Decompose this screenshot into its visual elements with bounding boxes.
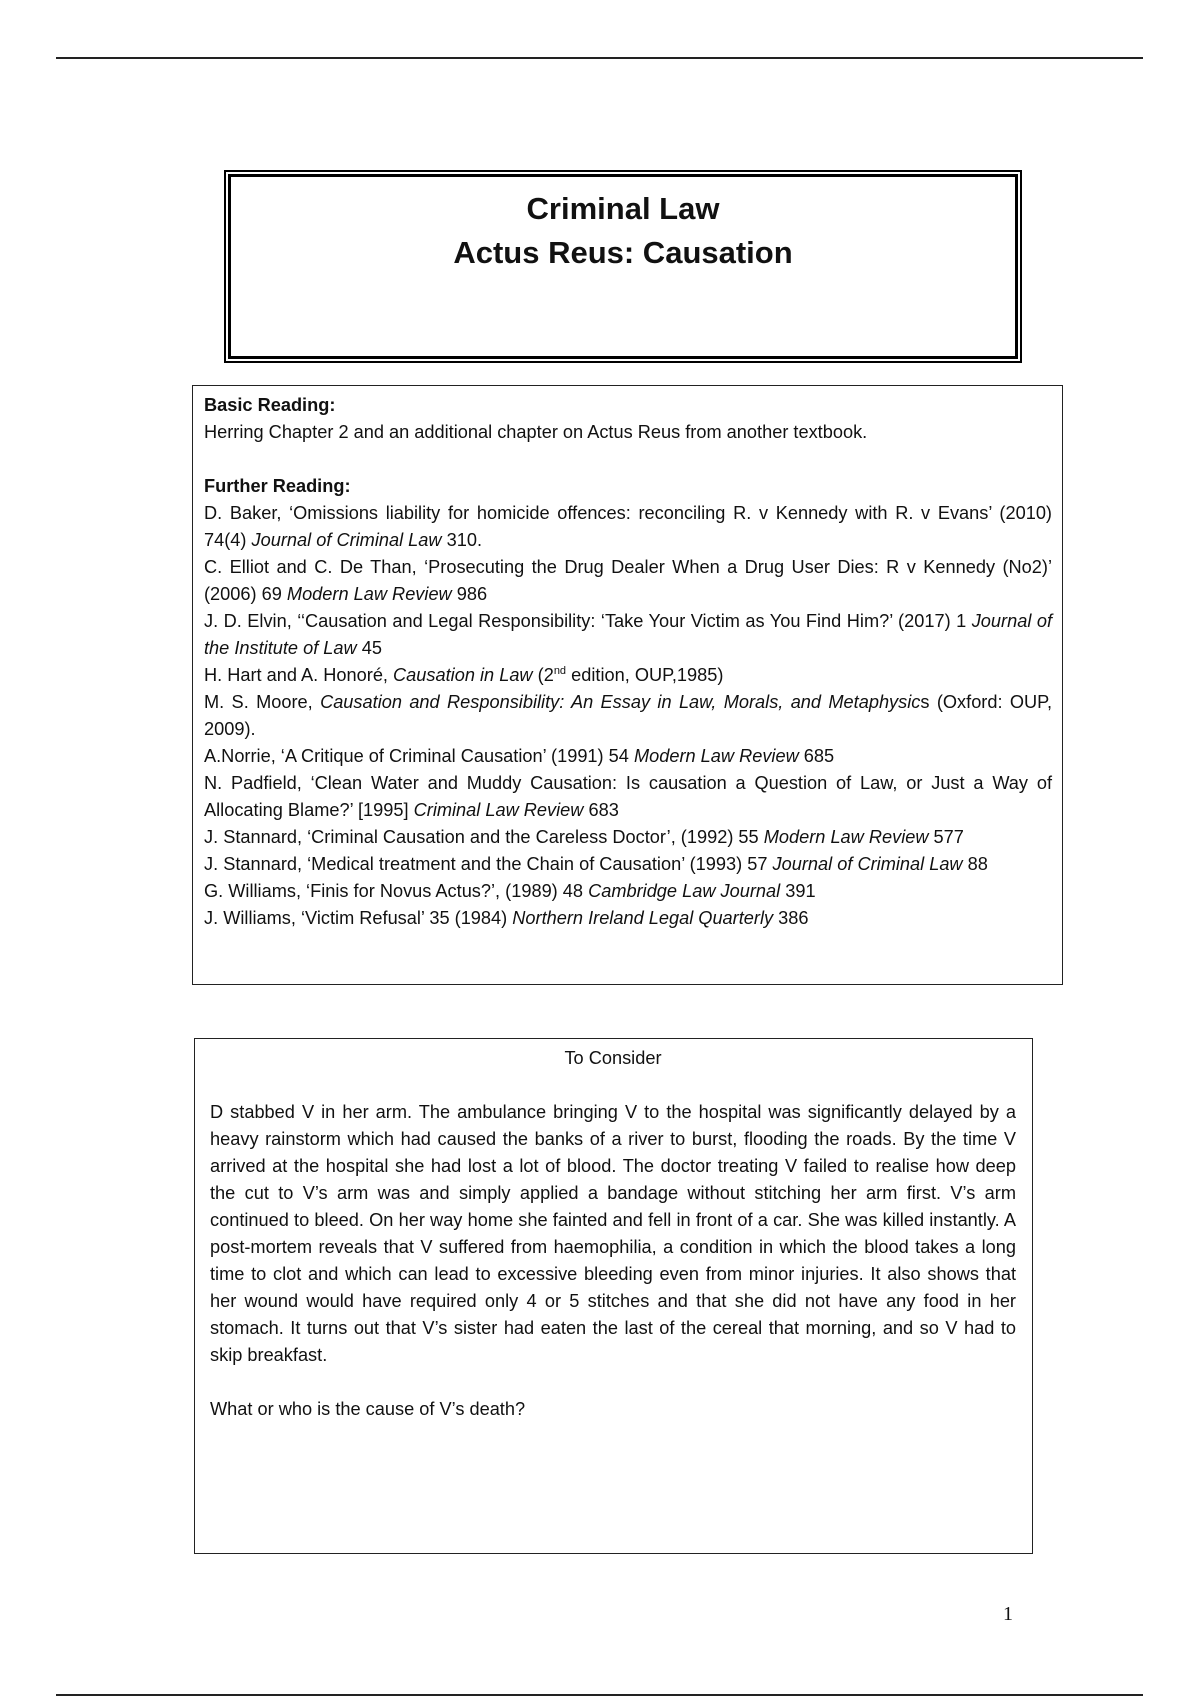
reference-item: J. Stannard, ‘Medical treatment and the Chain of Causation’ (1993) 57 Journal of Criminal Law 88 [204,854,988,874]
header-rule [56,57,1143,59]
document-subtitle: Actus Reus: Causation [453,235,793,270]
footer-rule [56,1694,1143,1696]
reference-item: J. D. Elvin, ‘‘Causation and Legal Responsibility: ‘Take Your Victim as You Find Him?’ (2017) 1 Journal of the Institute of Law 45 [204,611,1052,658]
reference-item: J. Williams, ‘Victim Refusal’ 35 (1984) Northern Ireland Legal Quarterly 386 [204,908,809,928]
reference-item: N. Padfield, ‘Clean Water and Muddy Causation: Is causation a Question of Law, or Just a Way of Allocating Blame?’ [1995] Criminal Law Review 683 [204,773,1052,820]
reference-item: J. Stannard, ‘Criminal Causation and the Careless Doctor’, (1992) 55 Modern Law Review 577 [204,827,964,847]
page-number: 1 [1003,1603,1013,1625]
reference-item: G. Williams, ‘Finis for Novus Actus?’, (1989) 48 Cambridge Law Journal 391 [204,881,816,901]
to-consider-box [194,1038,1033,1554]
reference-item: A.Norrie, ‘A Critique of Criminal Causation’ (1991) 54 Modern Law Review 685 [204,746,835,766]
further-reading-heading: Further Reading: [204,476,351,496]
reading-list-box [192,385,1063,985]
reference-item: H. Hart and A. Honoré, Causation in Law (2nd edition, OUP,1985) [204,664,724,685]
scenario-text: D stabbed V in her arm. The ambulance bringing V to the hospital was significantly delayed by a heavy rainstorm which had caused the banks of a river to burst, flooding the roads. By the time V arrived at the hospital she had lost a lot of blood. The doctor treating V failed to realise how deep the cut to V’s arm was and simply applied a bandage without stitching her arm first. V’s arm continued to bleed. On her way home she fainted and fell in front of a car. She was killed instantly. A post-mortem reveals that V suffered from haemophilia, a condition in which the blood takes a long time to clot and which can lead to excessive bleeding even from minor injuries. It also shows that her wound would have required only 4 or 5 stitches and that she did not have any food in her stomach. It turns out that V’s sister had eaten the last of the cereal that morning, and so V had to skip breakfast. [210,1102,1016,1365]
document-title: Criminal Law [526,191,720,226]
question-text: What or who is the cause of V’s death? [210,1399,526,1419]
basic-reading-heading: Basic Reading: [204,395,336,415]
reference-item: C. Elliot and C. De Than, ‘Prosecuting the Drug Dealer When a Drug User Dies: R v Kennedy (No2)’ (2006) 69 Modern Law Review 986 [204,557,1052,604]
basic-reading-text: Herring Chapter 2 and an additional chapter on Actus Reus from another textbook. [204,422,868,442]
reference-item: M. S. Moore, Causation and Responsibility: An Essay in Law, Morals, and Metaphysics (Oxford: OUP, 2009). [204,692,1053,739]
to-consider-heading: To Consider [564,1048,662,1068]
reference-item: D. Baker, ‘Omissions liability for homicide offences: reconciling R. v Kennedy with R. v Evans’ (2010) 74(4) Journal of Criminal Law 310. [204,503,1052,550]
title-box [228,174,1018,359]
